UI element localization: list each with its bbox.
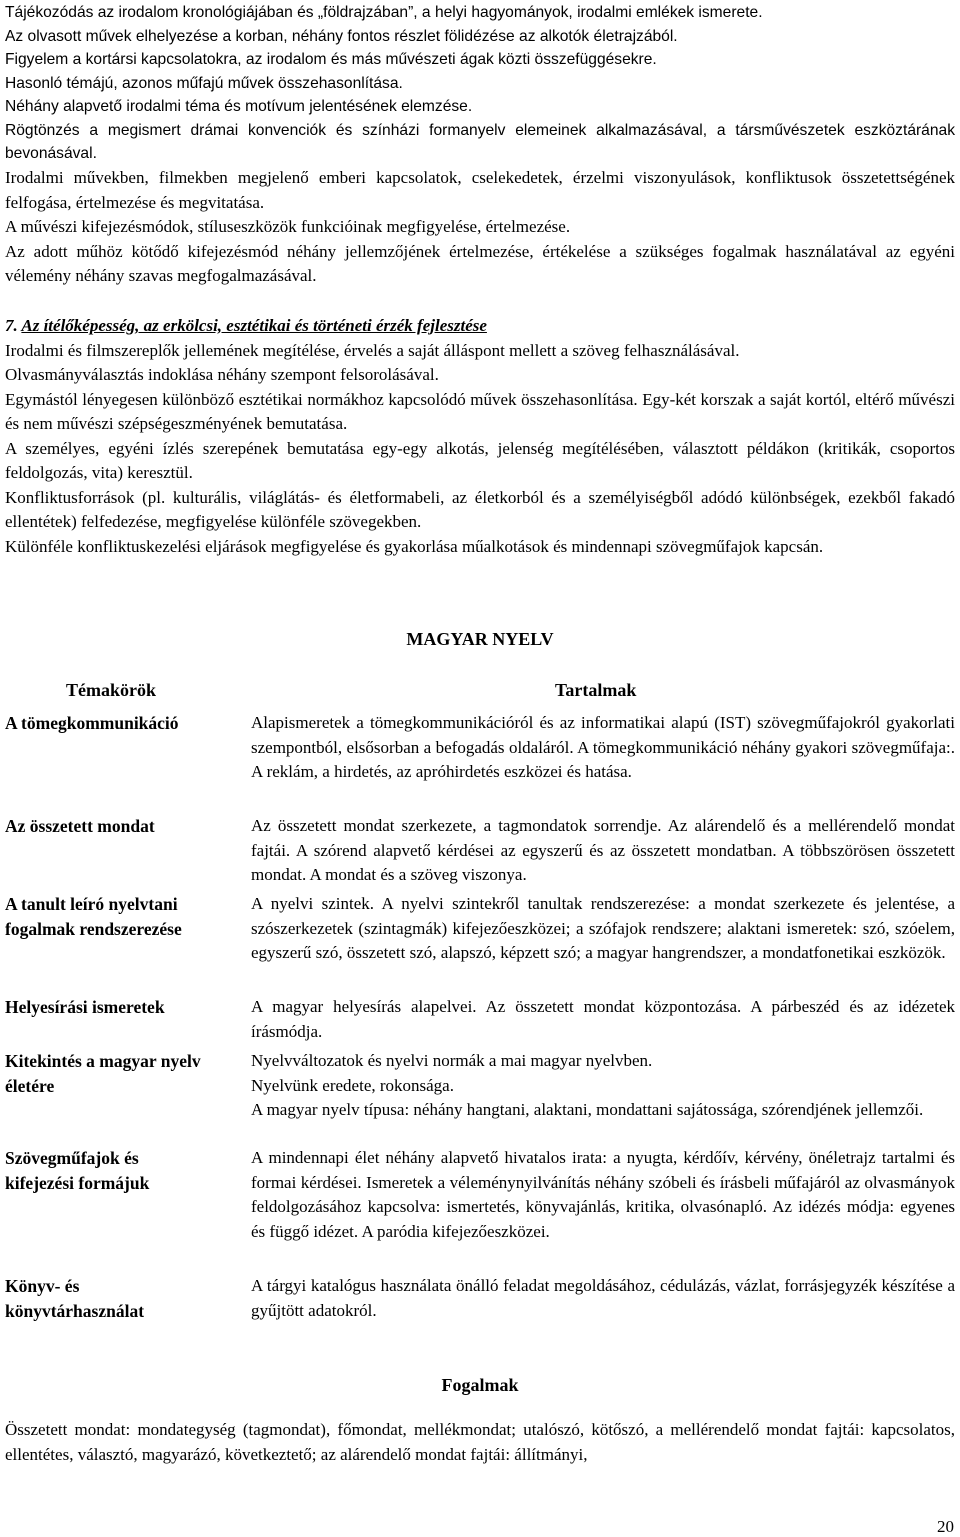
content-text: A tárgyi katalógus használata önálló feladat megoldásához, cédulázás, vázlat, forrásjegyzék készítése a gyűjtött adatokról. — [251, 1276, 955, 1320]
objective-line: A művészi kifejezésmódok, stíluseszközök funkcióinak megfigyelése, értelmezése. — [5, 217, 571, 236]
column-header-topics: Témakörök — [66, 680, 156, 700]
topic-cell: Az összetett mondat — [5, 816, 155, 836]
content-cell — [251, 892, 955, 966]
content-text: A nyelvi szintek. A nyelvi szintekről tanultak rendszerezése: a mondat szerkezete és jelentése, a szószerkezetek (szintagmák) kifejezőeszközei; a szófajok rendszere; alaktani ismeretek: szó, szóelem, egyszerű szó, összetett szó, alapszó, képzett szó; a magyar hangrendszer, a mondatfonetikai eszközök. — [251, 894, 955, 962]
content-text: Nyelvváltozatok és nyelvi normák a mai magyar nyelvben. — [251, 1051, 653, 1070]
content-text: A magyar helyesírás alapelvei. Az összetett mondat központozása. A párbeszéd és az idézetek írásmódja. — [251, 997, 955, 1041]
section-line: Irodalmi és filmszereplők jellemének megítélése, érvelés a saját álláspont mellett a szöveg felhasználásával. — [5, 340, 740, 360]
section-line: A személyes, egyéni ízlés szerepének bemutatása egy-egy alkotás, jelenség megítélésében, választott példákon (kritikák, csoportos feldolgozás, vita) keresztül. — [5, 438, 955, 482]
content-text: Alapismeretek a tömegkommunikációról és az informatikai alapú (IST) szövegműfajokról gyakorlati szempontból, elsősorban a befogadás oldaláról. A tömegkommunikáció néhány gyakori szövegműfaja:. A reklám, a hirdetés, az apróhirdetés eszközei és hatása. — [251, 713, 955, 781]
section-line: Egymástól lényegesen különböző esztétikai normákhoz kapcsolódó művek összehasonlítása. Egy-két korszak a saját kortól, eltérő művészi és nem művészi szépségeszményének bemutatása. — [5, 389, 955, 433]
content-cell — [251, 711, 955, 785]
section-line: Konfliktusforrások (pl. kulturális, világlátás- és életformabeli, az életkorból és a személyiségből adódó különbségek, ezekből fakadó ellentétek) felfedezése, megfigyelése különféle szövegekben. — [5, 487, 955, 531]
content-cell — [251, 1146, 955, 1244]
fogalmak-text-block — [5, 1418, 955, 1467]
content-cell — [251, 1274, 955, 1323]
section-7 — [5, 314, 955, 559]
section-title: Az ítélőképesség, az erkölcsi, esztétikai és történeti érzék fejlesztése — [21, 316, 487, 335]
section-line: Különféle konfliktuskezelési eljárások megfigyelése és gyakorlása műalkotások és mindennapi szövegműfajok kapcsán. — [5, 536, 824, 556]
topic-cell: Helyesírási ismeretek — [5, 997, 165, 1017]
content-cell — [251, 995, 955, 1044]
content-cell — [251, 1049, 955, 1123]
objective-line: Irodalmi művekben, filmekben megjelenő emberi kapcsolatok, cselekedetek, érzelmi viszonyulások, konfliktusok összetettségének felfogása, értelmezése és megvitatása. — [5, 168, 955, 212]
content-text: A magyar nyelv típusa: néhány hangtani, alaktani, mondattani sajátossága, szórendjének jellemzői. — [251, 1100, 924, 1119]
content-cell — [251, 814, 955, 888]
literature-objectives — [5, 1, 955, 166]
section-number: 7. — [5, 316, 18, 335]
fogalmak-title: Fogalmak — [441, 1375, 519, 1395]
topic-cell: Szövegműfajok és kifejezési formájuk — [5, 1148, 150, 1193]
subject-title: MAGYAR NYELV — [406, 629, 554, 649]
fogalmak-text: Összetett mondat: mondategység (tagmondat), főmondat, mellékmondat; utalószó, kötőszó, a mellérendelő mondat fajtái: kapcsolatos, ellentétes, választó, magyarázó, következtető; az alárendelő mondat fajtái: állítmányi, — [5, 1420, 955, 1464]
objective-line: Az olvasott művek elhelyezése a korban, néhány fontos részlet fölidézése az alkotók életrajzából. — [5, 27, 678, 45]
objective-line: Hasonló témájú, azonos műfajú művek összehasonlítása. — [5, 74, 403, 92]
topic-cell: Kitekintés a magyar nyelv életére — [5, 1051, 201, 1096]
column-header-contents: Tartalmak — [555, 680, 637, 700]
objective-line: Néhány alapvető irodalmi téma és motívum jelentésének elemzése. — [5, 98, 473, 115]
section-line: Olvasmányválasztás indoklása néhány szempont felsorolásával. — [5, 365, 439, 384]
topic-cell: A tanult leíró nyelvtani fogalmak rendszerezése — [5, 894, 182, 939]
content-text: A mindennapi élet néhány alapvető hivatalos irata: a nyugta, kérdőív, kérvény, önéletrajz tartalmi és formai kérdései. Ismeretek a véleménynyilvánítás néhány szóbeli és írásbeli műfajáról az olvasmányok feldolgozásához kapcsolva: ismertetés, könyvajánlás, kritika, olvasónapló. Az idézés módja: egyenes és függő idézet. A paródia kifejezőeszközei. — [251, 1148, 955, 1241]
objective-line: Az adott műhöz kötődő kifejezésmód néhány jellemzőjének értelmezése, értékelése a szükséges fogalmak használatával az egyéni vélemény néhány szavas megfogalmazásával. — [5, 241, 955, 285]
page-number: 20 — [937, 1517, 954, 1536]
literature-objectives-serif — [5, 166, 955, 289]
objective-line: Tájékozódás az irodalom kronológiájában és „földrajzában”, a helyi hagyományok, irodalmi emlékek ismerete. — [5, 4, 763, 21]
topic-cell: Könyv- és könyvtárhasználat — [5, 1276, 145, 1321]
objective-line: Rögtönzés a megismert drámai konvenciók és színházi formanyelv elemeinek alkalmazásával, a társművészetek eszköztárának bevonásával. — [5, 121, 955, 162]
section-heading — [5, 314, 955, 339]
objective-line: Figyelem a kortársi kapcsolatokra, az irodalom és más művészeti ágak közti összefüggésekre. — [5, 51, 657, 68]
topic-cell: A tömegkommunikáció — [5, 713, 179, 733]
content-text: Nyelvünk eredete, rokonsága. — [251, 1075, 454, 1095]
content-text: Az összetett mondat szerkezete, a tagmondatok sorrendje. Az alárendelő és a mellérendelő mondat fajtái. A szórend alapvető kérdései az egyszerű és az összetett mondatban. A többszörösen összetett mondat. A mondat és a szöveg viszonya. — [251, 816, 955, 884]
